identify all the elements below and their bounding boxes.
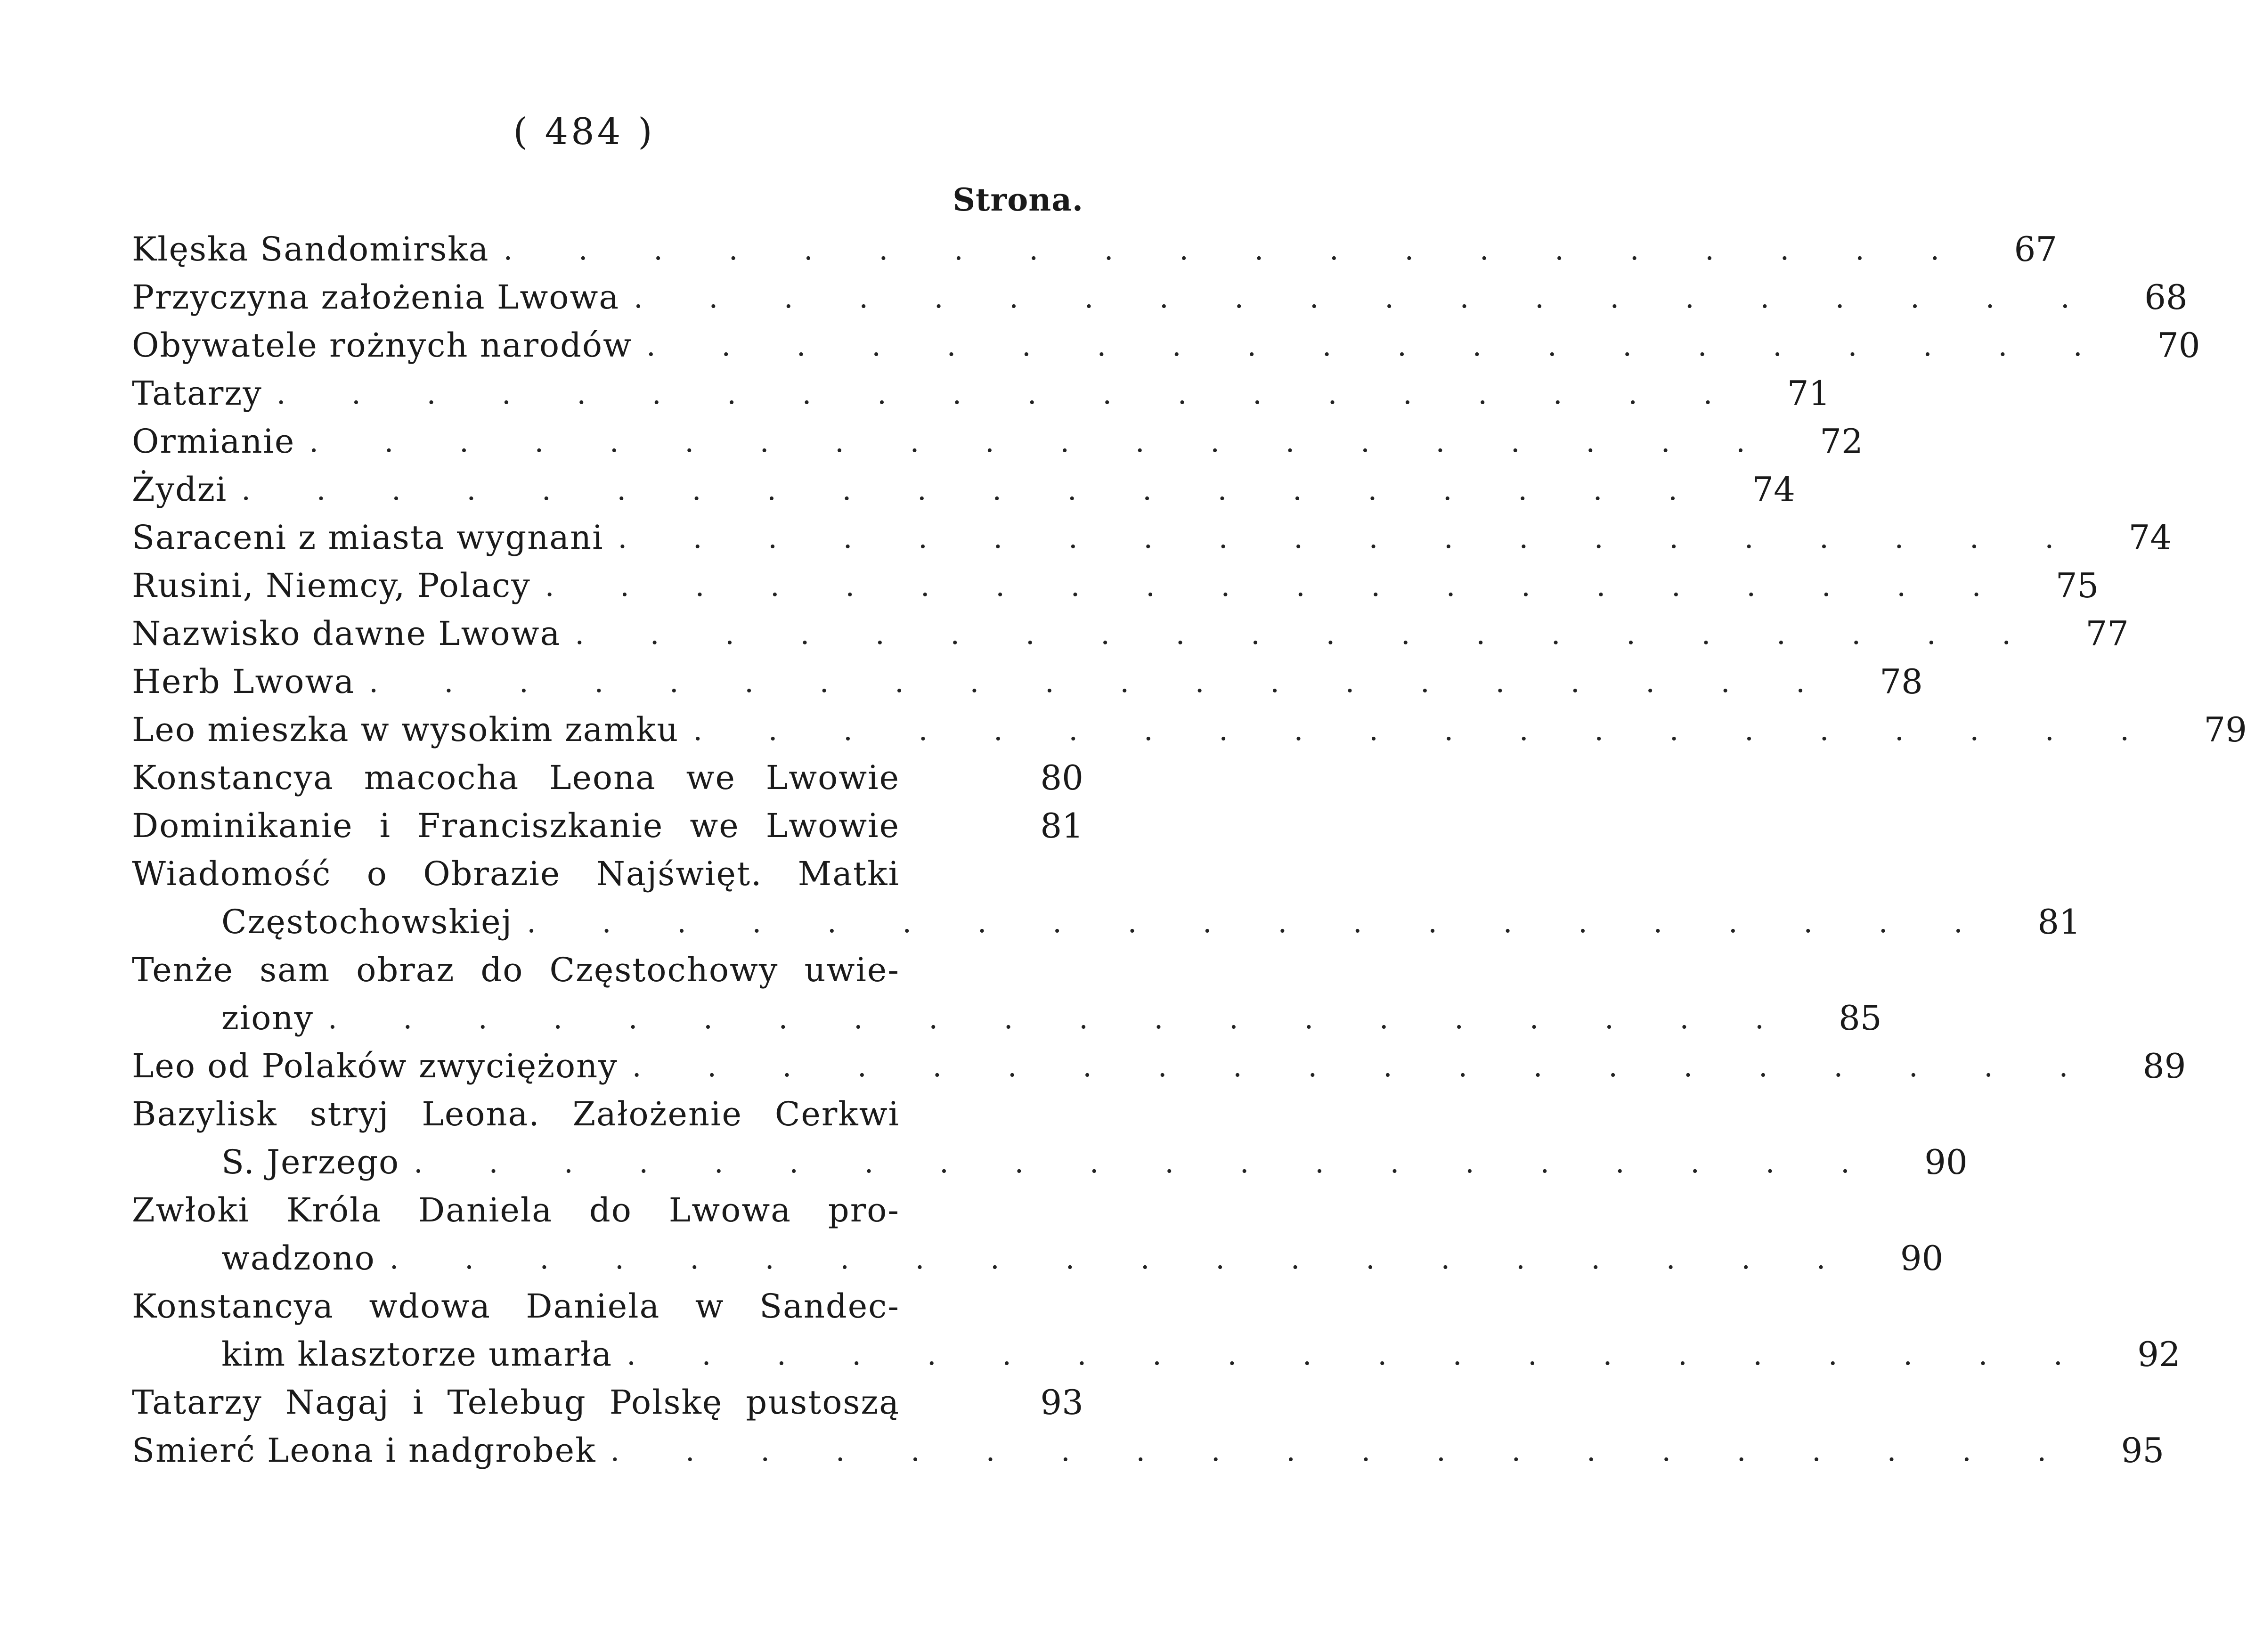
toc-entry-title: Dominikanie i Franciszkanie we Lwowie bbox=[132, 806, 900, 845]
leader-dots: . . . . . . . . . . . . . . . . . . . . bbox=[369, 664, 1833, 699]
toc-entry-title: Tatarzy Nagaj i Telebug Polskę pustoszą bbox=[132, 1383, 900, 1422]
toc-entry-page: 92 bbox=[2137, 1335, 2181, 1374]
leader-dots: . . . . . . . . . . . . . . . . . . . . bbox=[618, 520, 2083, 555]
toc-entry-continuation bbox=[132, 1330, 2181, 1378]
toc-entry-page: 95 bbox=[2121, 1431, 2165, 1470]
leader-dots: . . . . . . . . . . . . . . . . . . . . bbox=[241, 472, 1706, 507]
toc-entry-page: 75 bbox=[2055, 566, 2099, 605]
toc-entry-page: 80 bbox=[1040, 758, 1083, 798]
toc-entry bbox=[132, 1186, 1083, 1234]
toc-entry-page: 90 bbox=[1924, 1142, 1968, 1182]
leader-dots: . . . . . . . . . . . . . . . . . . . . bbox=[503, 232, 1968, 267]
leader-dots: . . . . . . . . . . . . . . . . . . . . bbox=[634, 280, 2098, 315]
leader-dots: . . . . . . . . . . . . . . . . . . . . bbox=[328, 1001, 1792, 1035]
leader-dots: . . . . . . . . . . . . . . . . . . . . bbox=[646, 328, 2111, 363]
toc-entry-title: Konstancya macocha Leona we Lwowie bbox=[132, 758, 900, 797]
leader-dots: . . . . . . . . . . . . . . . . . . . . bbox=[414, 1145, 1878, 1180]
toc-entry bbox=[132, 1042, 2186, 1090]
toc-entry-title: S. Jerzego bbox=[221, 1143, 400, 1181]
toc-entry-title: Smierć Leona i nadgrobek bbox=[132, 1431, 596, 1470]
table-of-contents bbox=[132, 225, 2247, 1474]
toc-entry-title: Leo mieszka w wysokim zamku bbox=[132, 710, 679, 749]
toc-entry-page: 74 bbox=[1752, 470, 1795, 509]
toc-entry-continuation bbox=[132, 994, 1882, 1042]
toc-entry-title: Saraceni z miasta wygnani bbox=[132, 518, 604, 557]
toc-entry-title: Częstochowskiej bbox=[221, 903, 513, 941]
toc-entry bbox=[132, 321, 2200, 369]
toc-entry-title: Zwłoki Króla Daniela do Lwowa pro- bbox=[132, 1191, 900, 1229]
toc-entry-page: 77 bbox=[2085, 614, 2129, 653]
toc-entry-page: 72 bbox=[1820, 422, 1863, 461]
toc-entry-page: 85 bbox=[1839, 998, 1882, 1038]
leader-dots: . . . . . . . . . . . . . . . . . . . . bbox=[545, 568, 2010, 603]
leader-dots: . . . . . . . . . . . . . . . . . . . . bbox=[276, 376, 1741, 411]
leader-dots: . . . . . . . . . . . . . . . . . . . . bbox=[389, 1241, 1854, 1276]
leader-dots: . . . . . . . . . . . . . . . . . . . . bbox=[693, 712, 2157, 747]
toc-entry-title: Przyczyna założenia Lwowa bbox=[132, 278, 620, 317]
toc-entry bbox=[132, 658, 1923, 706]
toc-entry-title: wadzono bbox=[221, 1239, 375, 1278]
toc-entry-title: Leo od Polaków zwyciężony bbox=[132, 1047, 618, 1085]
toc-entry bbox=[132, 706, 2247, 754]
toc-entry-title: Tatarzy bbox=[132, 374, 262, 413]
toc-entry-page: 68 bbox=[2144, 277, 2188, 317]
toc-entry-page: 71 bbox=[1787, 374, 1831, 413]
toc-entry-continuation bbox=[132, 898, 2081, 946]
toc-entry bbox=[132, 465, 1795, 513]
toc-entry bbox=[132, 946, 1083, 994]
toc-entry bbox=[132, 1090, 1083, 1138]
toc-entry-title: kim klasztorze umarła bbox=[221, 1335, 613, 1374]
toc-entry bbox=[132, 802, 1083, 850]
toc-entry-page: 81 bbox=[2037, 902, 2081, 942]
leader-dots: . . . . . . . . . . . . . . . . . . . . bbox=[627, 1337, 2091, 1372]
toc-entry-page: 89 bbox=[2142, 1046, 2186, 1086]
toc-entry bbox=[132, 369, 1831, 417]
toc-entry-title: Żydzi bbox=[132, 470, 228, 509]
leader-dots: . . . . . . . . . . . . . . . . . . . . bbox=[309, 424, 1774, 459]
toc-entry-title: Nazwisko dawne Lwowa bbox=[132, 614, 561, 653]
page-number: ( 484 ) bbox=[513, 111, 655, 153]
toc-entry bbox=[132, 225, 2058, 273]
toc-entry bbox=[132, 850, 1083, 898]
toc-entry bbox=[132, 513, 2172, 562]
toc-entry-title: Konstancya wdowa Daniela w Sandec- bbox=[132, 1287, 900, 1326]
toc-entry-page: 79 bbox=[2204, 710, 2247, 749]
column-header-strona: Strona. bbox=[953, 181, 1083, 218]
toc-entry bbox=[132, 417, 1863, 465]
toc-entry-page: 81 bbox=[1040, 806, 1083, 846]
leader-dots: . . . . . . . . . . . . . . . . . . . . bbox=[610, 1433, 2075, 1468]
toc-entry bbox=[132, 610, 2129, 658]
toc-entry-title: Wiadomość o Obrazie Najświęt. Matki bbox=[132, 854, 900, 893]
toc-entry-page: 70 bbox=[2157, 326, 2200, 365]
leader-dots: . . . . . . . . . . . . . . . . . . . . bbox=[527, 904, 1991, 939]
toc-entry-continuation bbox=[132, 1234, 1944, 1282]
toc-entry-title: Klęska Sandomirska bbox=[132, 230, 489, 269]
toc-entry-page: 67 bbox=[2014, 229, 2058, 269]
toc-entry-title: Tenże sam obraz do Częstochowy uwie- bbox=[132, 951, 900, 989]
toc-entry-page: 74 bbox=[2128, 518, 2172, 557]
toc-entry-title: Obywatele rożnych narodów bbox=[132, 326, 632, 365]
toc-entry-page: 93 bbox=[1040, 1383, 1083, 1422]
toc-entry-title: Bazylisk stryj Leona. Założenie Cerkwi bbox=[132, 1095, 900, 1133]
leader-dots: . . . . . . . . . . . . . . . . . . . . bbox=[632, 1049, 2097, 1083]
toc-entry-title: Rusini, Niemcy, Polacy bbox=[132, 566, 531, 605]
toc-entry-title: Herb Lwowa bbox=[132, 662, 355, 701]
toc-entry bbox=[132, 1282, 1083, 1330]
toc-entry bbox=[132, 1426, 2165, 1474]
toc-entry-title: ziony bbox=[221, 999, 314, 1037]
toc-entry-continuation bbox=[132, 1138, 1968, 1186]
toc-entry bbox=[132, 562, 2099, 610]
toc-entry-page: 78 bbox=[1880, 662, 1923, 701]
toc-entry-title: Ormianie bbox=[132, 422, 295, 461]
leader-dots: . . . . . . . . . . . . . . . . . . . . bbox=[575, 616, 2039, 651]
toc-entry bbox=[132, 1378, 1083, 1426]
toc-entry bbox=[132, 273, 2188, 321]
toc-entry bbox=[132, 754, 1083, 802]
toc-entry-page: 90 bbox=[1900, 1238, 1944, 1278]
